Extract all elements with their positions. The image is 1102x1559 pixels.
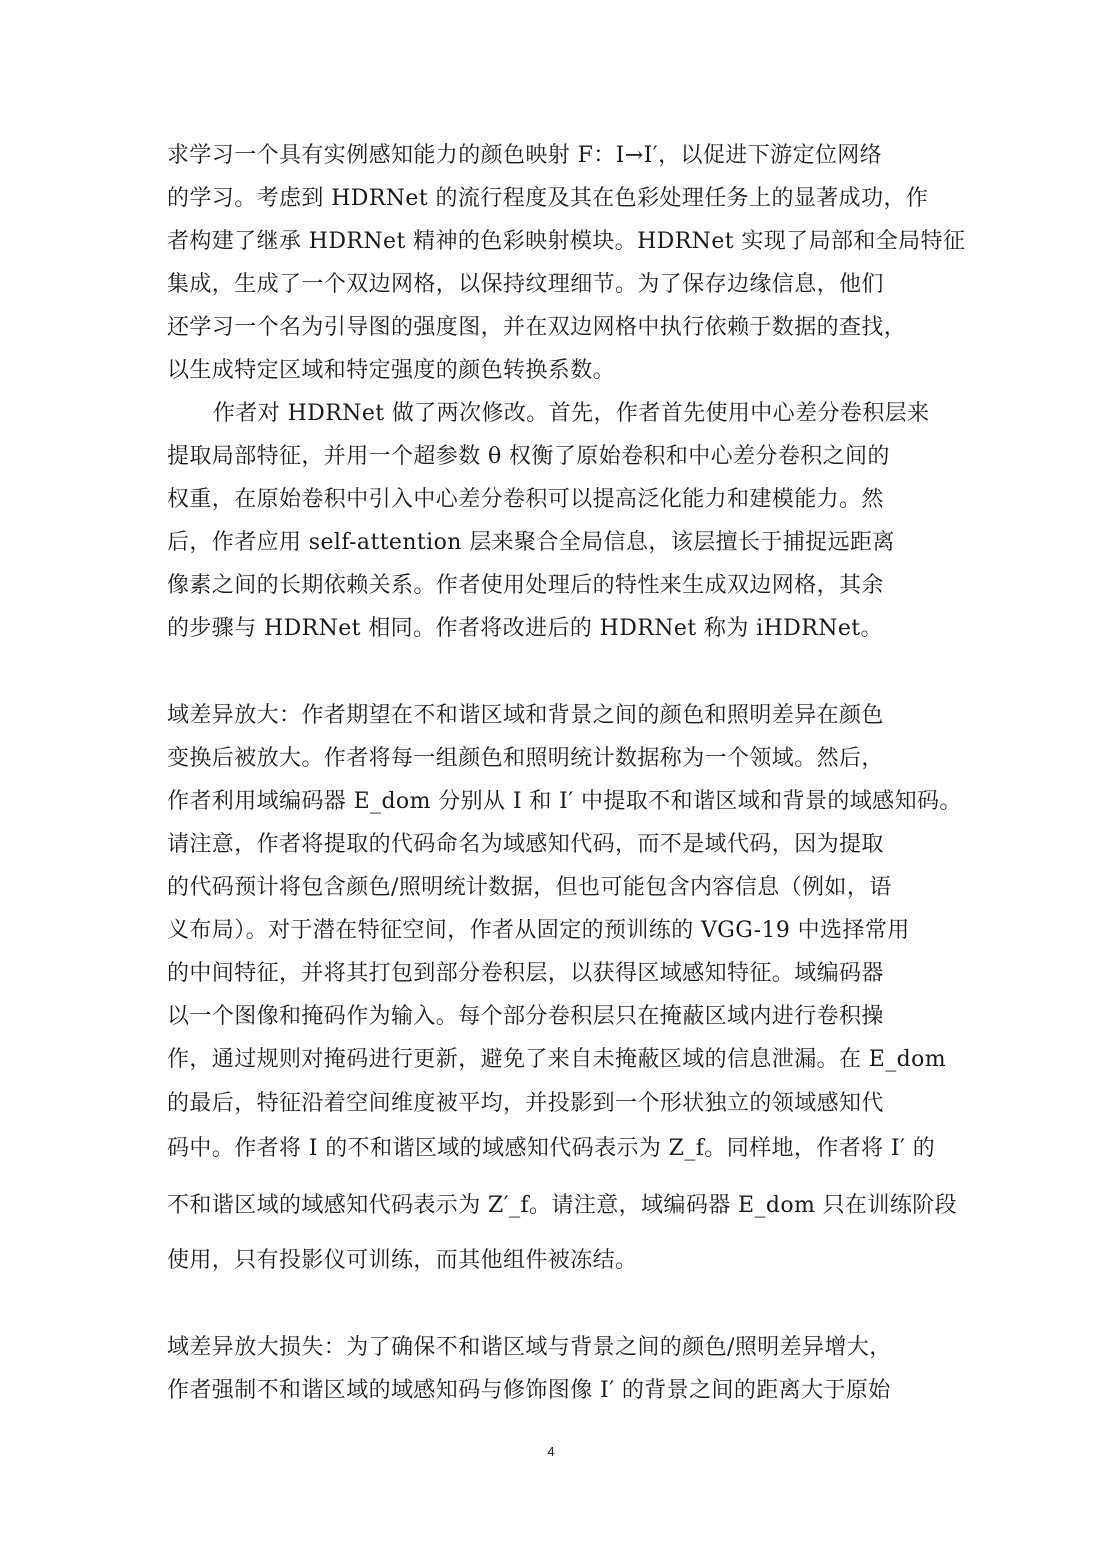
- text-line: 的代码预计将包含颜色/照明统计数据，但也可能包含内容信息（例如，语: [167, 875, 892, 900]
- text-line: 码中。作者将 I 的不和谐区域的域感知代码表示为 Z_f。同样地，作者将 I′ 的: [167, 1136, 936, 1161]
- text-line: 的步骤与 HDRNet 相同。作者将改进后的 HDRNet 称为 iHDRNet。: [167, 616, 883, 641]
- text-line: 者构建了继承 HDRNet 精神的色彩映射模块。HDRNet 实现了局部和全局特征: [167, 229, 966, 254]
- text-line: 作者对 HDRNet 做了两次修改。首先，作者首先使用中心差分卷积层来: [213, 401, 930, 426]
- text-line: 作者利用域编码器 E_dom 分别从 I 和 I′ 中提取不和谐区域和背景的域感知码。: [167, 789, 962, 814]
- text-line: 义布局）。对于潜在特征空间，作者从固定的预训练的 VGG-19 中选择常用: [167, 918, 910, 943]
- text-line: 以生成特定区域和特定强度的颜色转换系数。: [167, 358, 616, 383]
- text-line: 域差异放大损失：为了确保不和谐区域与背景之间的颜色/照明差异增大，: [167, 1335, 892, 1360]
- text-line: 的中间特征，并将其打包到部分卷积层，以获得区域感知特征。域编码器: [167, 961, 884, 986]
- text-line: 作者强制不和谐区域的域感知码与修饰图像 I′ 的背景之间的距离大于原始: [167, 1378, 891, 1403]
- text-line: 提取局部特征，并用一个超参数 θ 权衡了原始卷积和中心差分卷积之间的: [167, 444, 890, 469]
- text-line: 集成，生成了一个双边网格，以保持纹理细节。为了保存边缘信息，他们: [167, 272, 884, 297]
- text-line: 请注意，作者将提取的代码命名为域感知代码，而不是域代码，因为提取: [167, 832, 884, 857]
- text-line: 求学习一个具有实例感知能力的颜色映射 F：I→I′，以促进下游定位网络: [167, 143, 883, 168]
- text-line: 像素之间的长期依赖关系。作者使用处理后的特性来生成双边网格，其余: [167, 573, 884, 598]
- text-line: 的最后，特征沿着空间维度被平均，并投影到一个形状独立的领域感知代: [167, 1091, 884, 1116]
- text-line: 后，作者应用 self-attention 层来聚合全局信息，该层擅长于捕捉远距离: [167, 530, 895, 555]
- text-line: 使用，只有投影仪可训练，而其他组件被冻结。: [167, 1248, 638, 1273]
- text-line: 以一个图像和掩码作为输入。每个部分卷积层只在掩蔽区域内进行卷积操: [167, 1004, 884, 1029]
- text-line: 作，通过规则对掩码进行更新，避免了来自未掩蔽区域的信息泄漏。在 E_dom: [167, 1047, 947, 1072]
- text-line: 不和谐区域的域感知代码表示为 Z′_f。请注意，域编码器 E_dom 只在训练阶段: [167, 1193, 958, 1218]
- page-number: 4: [547, 1444, 555, 1459]
- text-line: 变换后被放大。作者将每一组颜色和照明统计数据称为一个领域。然后，: [167, 746, 884, 771]
- text-line: 还学习一个名为引导图的强度图，并在双边网格中执行依赖于数据的查找，: [167, 315, 907, 340]
- text-line: 的学习。考虑到 HDRNet 的流行程度及其在色彩处理任务上的显著成功，作: [167, 186, 929, 211]
- text-line: 域差异放大：作者期望在不和谐区域和背景之间的颜色和照明差异在颜色: [167, 703, 884, 728]
- text-line: 权重，在原始卷积中引入中心差分卷积可以提高泛化能力和建模能力。然: [167, 487, 884, 512]
